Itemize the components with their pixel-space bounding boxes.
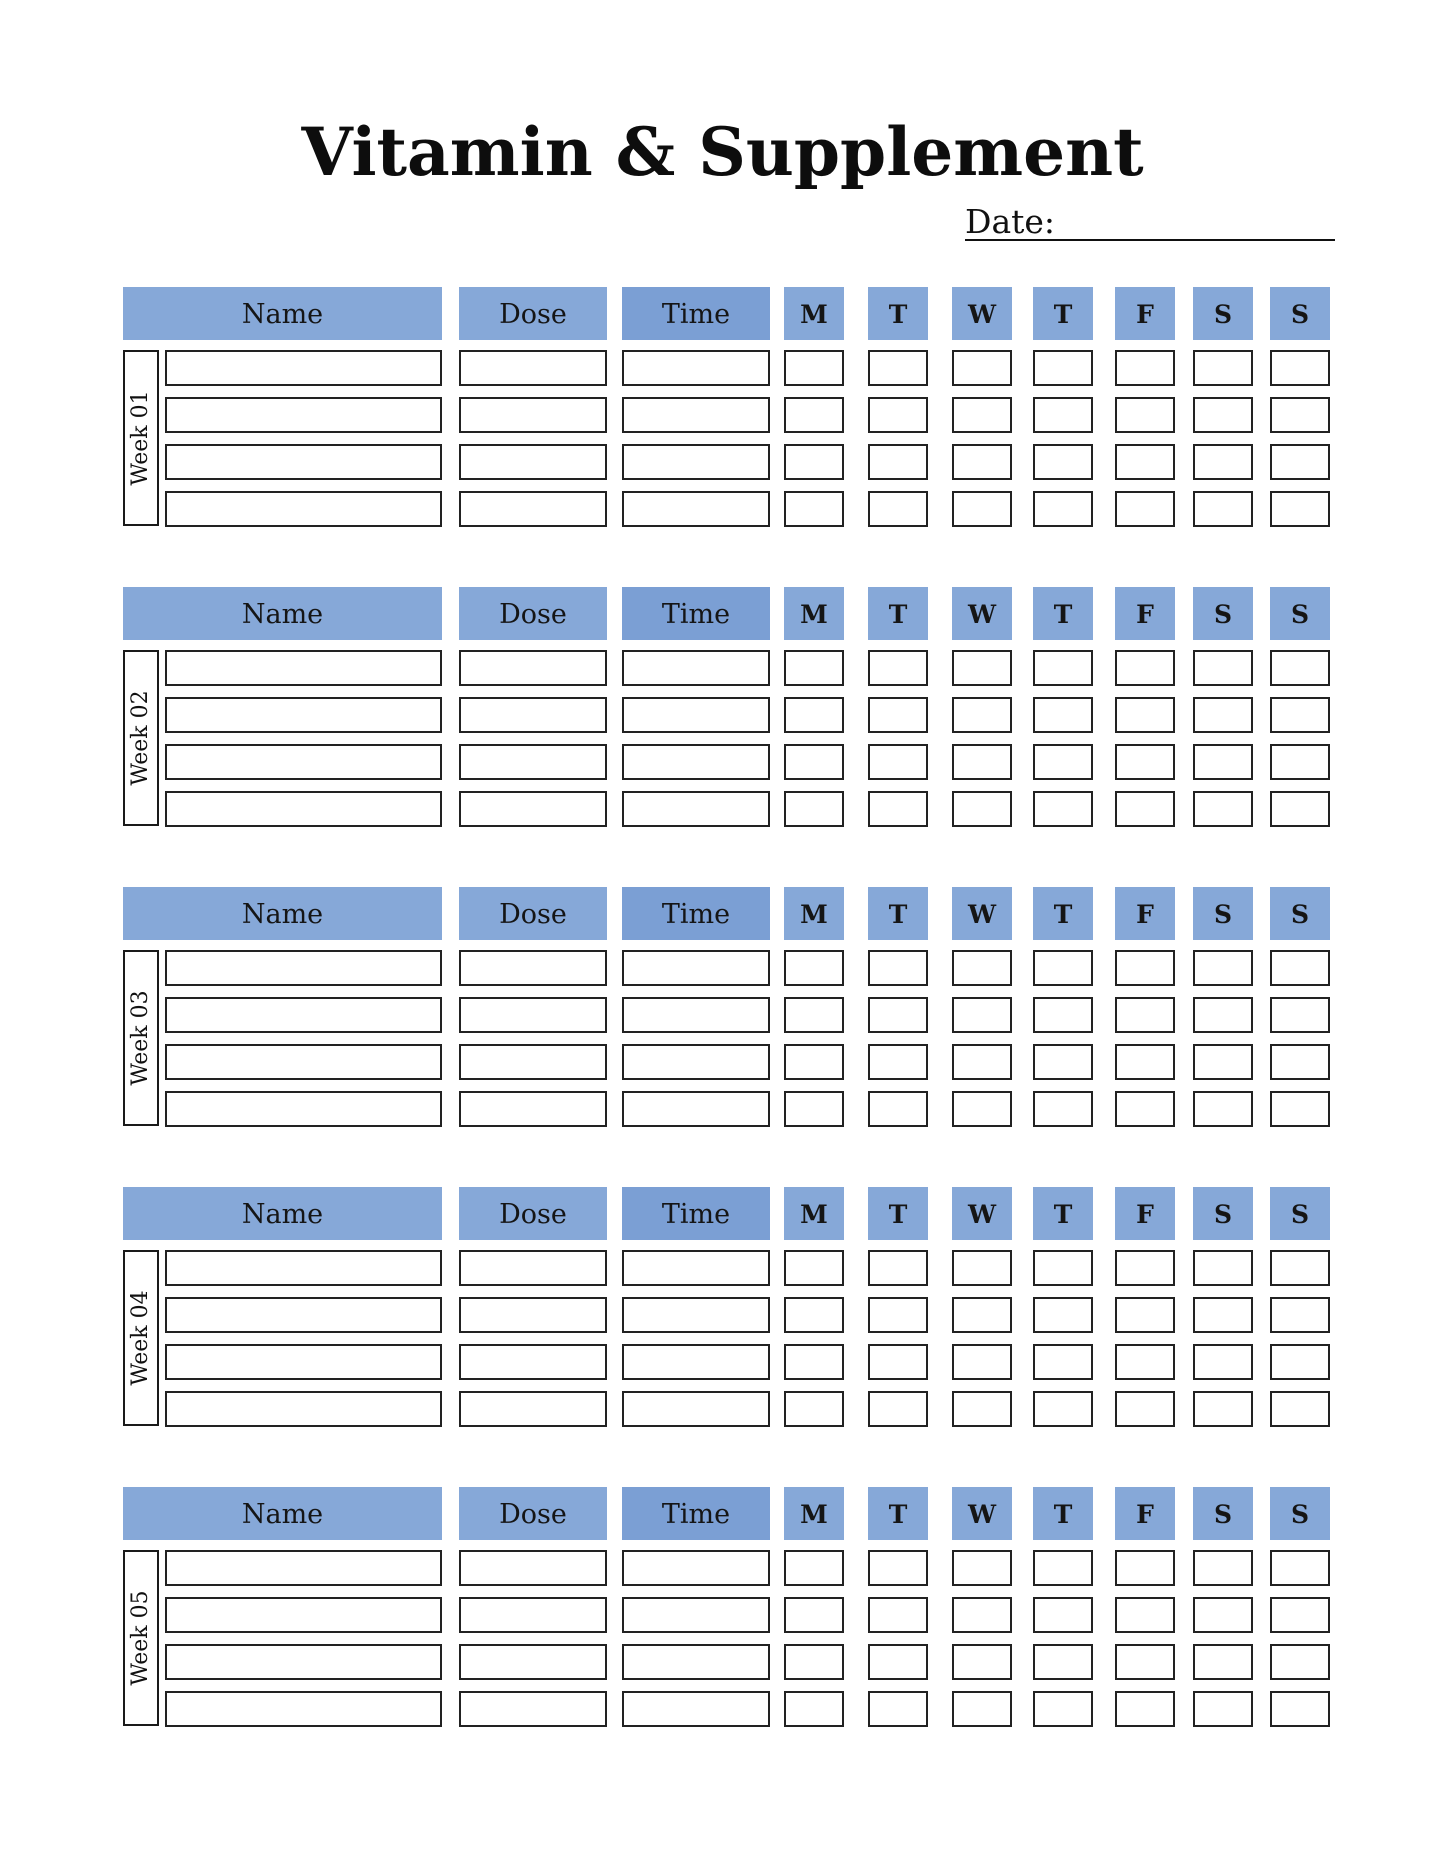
day-checkbox[interactable] (952, 1344, 1012, 1380)
day-checkbox[interactable] (784, 997, 844, 1033)
day-checkbox[interactable] (1115, 1344, 1175, 1380)
day-header: M (784, 1187, 844, 1240)
day-checkbox[interactable] (1033, 1597, 1093, 1633)
day-checkbox[interactable] (868, 1044, 928, 1080)
day-checkbox[interactable] (1193, 650, 1253, 686)
day-checkbox[interactable] (1270, 491, 1330, 527)
time-input[interactable] (622, 1391, 770, 1427)
day-checkbox[interactable] (1270, 1550, 1330, 1586)
day-checkbox[interactable] (1033, 650, 1093, 686)
day-checkbox[interactable] (952, 791, 1012, 827)
day-checkbox[interactable] (868, 491, 928, 527)
column-header-dose: Dose (459, 887, 607, 940)
day-header: M (784, 587, 844, 640)
day-checkbox[interactable] (1033, 1297, 1093, 1333)
column-header-name: Name (123, 587, 442, 640)
day-checkbox[interactable] (1270, 1044, 1330, 1080)
week-label-box (123, 950, 159, 1126)
time-input[interactable] (622, 397, 770, 433)
day-checkbox[interactable] (1115, 997, 1175, 1033)
day-header: S (1270, 887, 1330, 940)
day-checkbox[interactable] (784, 397, 844, 433)
day-checkbox[interactable] (1033, 491, 1093, 527)
time-input[interactable] (622, 744, 770, 780)
name-input[interactable] (165, 1250, 442, 1286)
dose-input[interactable] (459, 744, 607, 780)
week-section (0, 587, 1445, 837)
day-checkbox[interactable] (952, 491, 1012, 527)
day-checkbox[interactable] (952, 1250, 1012, 1286)
day-checkbox[interactable] (1115, 350, 1175, 386)
day-checkbox[interactable] (868, 397, 928, 433)
day-checkbox[interactable] (868, 1344, 928, 1380)
dose-input[interactable] (459, 397, 607, 433)
day-checkbox[interactable] (1270, 1391, 1330, 1427)
day-checkbox[interactable] (1115, 1297, 1175, 1333)
day-checkbox[interactable] (784, 1550, 844, 1586)
week-section (0, 287, 1445, 537)
day-checkbox[interactable] (1033, 950, 1093, 986)
day-checkbox[interactable] (952, 1391, 1012, 1427)
week-section (0, 887, 1445, 1137)
column-header-name: Name (123, 887, 442, 940)
dose-input[interactable] (459, 1597, 607, 1633)
name-input[interactable] (165, 997, 442, 1033)
dose-input[interactable] (459, 997, 607, 1033)
day-checkbox[interactable] (784, 1597, 844, 1633)
day-checkbox[interactable] (868, 1597, 928, 1633)
dose-input[interactable] (459, 444, 607, 480)
day-checkbox[interactable] (784, 1691, 844, 1727)
day-header: T (1033, 587, 1093, 640)
name-input[interactable] (165, 491, 442, 527)
day-checkbox[interactable] (1270, 1091, 1330, 1127)
day-header: F (1115, 1187, 1175, 1240)
day-checkbox[interactable] (868, 744, 928, 780)
date-field-wrap (965, 200, 1335, 244)
day-header: T (868, 587, 928, 640)
day-checkbox[interactable] (1115, 950, 1175, 986)
column-header-dose: Dose (459, 587, 607, 640)
day-header: S (1193, 1487, 1253, 1540)
day-checkbox[interactable] (1033, 350, 1093, 386)
day-checkbox[interactable] (1115, 697, 1175, 733)
day-header: T (1033, 287, 1093, 340)
time-input[interactable] (622, 650, 770, 686)
day-checkbox[interactable] (1193, 697, 1253, 733)
day-checkbox[interactable] (1115, 1250, 1175, 1286)
day-checkbox[interactable] (1193, 1391, 1253, 1427)
day-header: S (1270, 1487, 1330, 1540)
day-checkbox[interactable] (952, 744, 1012, 780)
day-header: S (1193, 287, 1253, 340)
day-checkbox[interactable] (784, 1250, 844, 1286)
day-checkbox[interactable] (1033, 1250, 1093, 1286)
day-header: T (868, 1187, 928, 1240)
day-checkbox[interactable] (784, 491, 844, 527)
day-header: W (952, 887, 1012, 940)
week-label: Week 03 (128, 990, 153, 1086)
day-checkbox[interactable] (1270, 1250, 1330, 1286)
day-checkbox[interactable] (784, 650, 844, 686)
time-input[interactable] (622, 1044, 770, 1080)
week-label: Week 04 (128, 1290, 153, 1386)
day-checkbox[interactable] (1270, 1344, 1330, 1380)
page-title: Vitamin & Supplement (301, 113, 1144, 191)
day-header: W (952, 287, 1012, 340)
dose-input[interactable] (459, 491, 607, 527)
name-input[interactable] (165, 397, 442, 433)
column-header-name: Name (123, 1487, 442, 1540)
day-checkbox[interactable] (868, 444, 928, 480)
day-checkbox[interactable] (952, 350, 1012, 386)
column-header-name: Name (123, 1187, 442, 1240)
name-input[interactable] (165, 444, 442, 480)
day-checkbox[interactable] (784, 1344, 844, 1380)
day-header: W (952, 1187, 1012, 1240)
dose-input[interactable] (459, 1391, 607, 1427)
week-section (0, 1487, 1445, 1737)
time-input[interactable] (622, 697, 770, 733)
name-input[interactable] (165, 1550, 442, 1586)
name-input[interactable] (165, 1391, 442, 1427)
day-checkbox[interactable] (1115, 650, 1175, 686)
day-checkbox[interactable] (868, 1644, 928, 1680)
week-label-box (123, 1550, 159, 1726)
day-checkbox[interactable] (868, 1391, 928, 1427)
day-checkbox[interactable] (1115, 1044, 1175, 1080)
day-checkbox[interactable] (1270, 1297, 1330, 1333)
time-input[interactable] (622, 444, 770, 480)
week-label-box (123, 650, 159, 826)
name-input[interactable] (165, 744, 442, 780)
time-input[interactable] (622, 791, 770, 827)
day-checkbox[interactable] (1193, 1691, 1253, 1727)
time-input[interactable] (622, 491, 770, 527)
day-checkbox[interactable] (1193, 1044, 1253, 1080)
dose-input[interactable] (459, 1344, 607, 1380)
day-checkbox[interactable] (868, 1550, 928, 1586)
day-checkbox[interactable] (784, 1391, 844, 1427)
name-input[interactable] (165, 1644, 442, 1680)
day-checkbox[interactable] (1115, 444, 1175, 480)
day-checkbox[interactable] (784, 744, 844, 780)
day-checkbox[interactable] (1115, 491, 1175, 527)
day-header: T (868, 1487, 928, 1540)
time-input[interactable] (622, 1250, 770, 1286)
day-checkbox[interactable] (1193, 350, 1253, 386)
day-checkbox[interactable] (1270, 650, 1330, 686)
time-input[interactable] (622, 350, 770, 386)
week-label: Week 02 (128, 690, 153, 786)
day-checkbox[interactable] (1270, 791, 1330, 827)
day-checkbox[interactable] (1193, 997, 1253, 1033)
day-checkbox[interactable] (784, 1044, 844, 1080)
day-checkbox[interactable] (1270, 397, 1330, 433)
day-header: T (1033, 1487, 1093, 1540)
day-header: M (784, 887, 844, 940)
dose-input[interactable] (459, 1250, 607, 1286)
day-checkbox[interactable] (1270, 697, 1330, 733)
day-checkbox[interactable] (1033, 397, 1093, 433)
column-header-time: Time (622, 1187, 770, 1240)
day-checkbox[interactable] (1115, 1644, 1175, 1680)
time-input[interactable] (622, 1091, 770, 1127)
day-checkbox[interactable] (1033, 744, 1093, 780)
day-checkbox[interactable] (952, 1644, 1012, 1680)
day-checkbox[interactable] (868, 791, 928, 827)
dose-input[interactable] (459, 650, 607, 686)
day-header: F (1115, 287, 1175, 340)
week-label-box (123, 1250, 159, 1426)
day-checkbox[interactable] (784, 950, 844, 986)
day-checkbox[interactable] (952, 1044, 1012, 1080)
day-checkbox[interactable] (952, 1550, 1012, 1586)
day-checkbox[interactable] (952, 444, 1012, 480)
dose-input[interactable] (459, 1091, 607, 1127)
day-checkbox[interactable] (784, 1091, 844, 1127)
day-checkbox[interactable] (1193, 1091, 1253, 1127)
day-checkbox[interactable] (1033, 1044, 1093, 1080)
day-checkbox[interactable] (1193, 444, 1253, 480)
day-checkbox[interactable] (1033, 1691, 1093, 1727)
day-checkbox[interactable] (952, 1597, 1012, 1633)
column-header-time: Time (622, 287, 770, 340)
name-input[interactable] (165, 1044, 442, 1080)
dose-input[interactable] (459, 1644, 607, 1680)
day-header: F (1115, 887, 1175, 940)
day-header: W (952, 1487, 1012, 1540)
day-checkbox[interactable] (1033, 1644, 1093, 1680)
day-checkbox[interactable] (1193, 791, 1253, 827)
day-checkbox[interactable] (1270, 744, 1330, 780)
day-checkbox[interactable] (1270, 1597, 1330, 1633)
dose-input[interactable] (459, 1044, 607, 1080)
day-header: W (952, 587, 1012, 640)
time-input[interactable] (622, 1597, 770, 1633)
day-checkbox[interactable] (1115, 1691, 1175, 1727)
day-checkbox[interactable] (952, 650, 1012, 686)
name-input[interactable] (165, 1091, 442, 1127)
day-header: M (784, 1487, 844, 1540)
day-checkbox[interactable] (1270, 950, 1330, 986)
day-header: S (1270, 587, 1330, 640)
column-header-name: Name (123, 287, 442, 340)
day-checkbox[interactable] (784, 444, 844, 480)
week-label: Week 01 (128, 390, 153, 486)
day-checkbox[interactable] (784, 791, 844, 827)
day-checkbox[interactable] (1270, 444, 1330, 480)
day-header: T (868, 887, 928, 940)
time-input[interactable] (622, 1691, 770, 1727)
dose-input[interactable] (459, 350, 607, 386)
day-checkbox[interactable] (868, 1091, 928, 1127)
day-checkbox[interactable] (784, 697, 844, 733)
date-label: Date: (965, 202, 1056, 241)
column-header-time: Time (622, 587, 770, 640)
day-header: T (1033, 887, 1093, 940)
day-checkbox[interactable] (952, 1691, 1012, 1727)
day-header: S (1270, 287, 1330, 340)
time-input[interactable] (622, 1644, 770, 1680)
day-checkbox[interactable] (1193, 1297, 1253, 1333)
column-header-time: Time (622, 1487, 770, 1540)
name-input[interactable] (165, 1297, 442, 1333)
day-checkbox[interactable] (1115, 1597, 1175, 1633)
name-input[interactable] (165, 350, 442, 386)
time-input[interactable] (622, 1550, 770, 1586)
day-header: S (1193, 887, 1253, 940)
day-checkbox[interactable] (952, 1297, 1012, 1333)
dose-input[interactable] (459, 950, 607, 986)
day-checkbox[interactable] (952, 1091, 1012, 1127)
day-header: T (1033, 1187, 1093, 1240)
day-checkbox[interactable] (1270, 997, 1330, 1033)
day-checkbox[interactable] (784, 350, 844, 386)
name-input[interactable] (165, 1344, 442, 1380)
day-checkbox[interactable] (1115, 1550, 1175, 1586)
day-checkbox[interactable] (868, 950, 928, 986)
name-input[interactable] (165, 650, 442, 686)
day-checkbox[interactable] (1115, 791, 1175, 827)
day-checkbox[interactable] (1033, 444, 1093, 480)
day-checkbox[interactable] (1270, 350, 1330, 386)
day-header: T (868, 287, 928, 340)
day-checkbox[interactable] (868, 1691, 928, 1727)
day-checkbox[interactable] (868, 697, 928, 733)
day-checkbox[interactable] (1033, 697, 1093, 733)
day-checkbox[interactable] (868, 350, 928, 386)
time-input[interactable] (622, 1297, 770, 1333)
day-checkbox[interactable] (1193, 744, 1253, 780)
day-checkbox[interactable] (868, 1297, 928, 1333)
day-checkbox[interactable] (1193, 1550, 1253, 1586)
day-checkbox[interactable] (1193, 1250, 1253, 1286)
day-checkbox[interactable] (952, 997, 1012, 1033)
day-checkbox[interactable] (1033, 1344, 1093, 1380)
day-checkbox[interactable] (952, 397, 1012, 433)
day-checkbox[interactable] (868, 650, 928, 686)
day-header: S (1193, 587, 1253, 640)
day-checkbox[interactable] (784, 1644, 844, 1680)
day-header: S (1193, 1187, 1253, 1240)
week-label-box (123, 350, 159, 526)
time-input[interactable] (622, 1344, 770, 1380)
day-checkbox[interactable] (1033, 997, 1093, 1033)
day-checkbox[interactable] (952, 697, 1012, 733)
dose-input[interactable] (459, 791, 607, 827)
day-checkbox[interactable] (1033, 791, 1093, 827)
day-header: F (1115, 587, 1175, 640)
dose-input[interactable] (459, 1550, 607, 1586)
time-input[interactable] (622, 950, 770, 986)
dose-input[interactable] (459, 1691, 607, 1727)
name-input[interactable] (165, 1597, 442, 1633)
day-checkbox[interactable] (1115, 397, 1175, 433)
day-checkbox[interactable] (1033, 1091, 1093, 1127)
day-checkbox[interactable] (1033, 1391, 1093, 1427)
day-checkbox[interactable] (1193, 1644, 1253, 1680)
day-checkbox[interactable] (1193, 950, 1253, 986)
day-checkbox[interactable] (1115, 744, 1175, 780)
week-label: Week 05 (128, 1590, 153, 1686)
day-checkbox[interactable] (1115, 1391, 1175, 1427)
day-header: M (784, 287, 844, 340)
name-input[interactable] (165, 791, 442, 827)
day-header: S (1270, 1187, 1330, 1240)
day-checkbox[interactable] (1033, 1550, 1093, 1586)
day-checkbox[interactable] (952, 950, 1012, 986)
column-header-dose: Dose (459, 1187, 607, 1240)
name-input[interactable] (165, 950, 442, 986)
dose-input[interactable] (459, 1297, 607, 1333)
time-input[interactable] (622, 997, 770, 1033)
column-header-dose: Dose (459, 287, 607, 340)
day-checkbox[interactable] (1270, 1691, 1330, 1727)
dose-input[interactable] (459, 697, 607, 733)
day-checkbox[interactable] (1193, 491, 1253, 527)
day-checkbox[interactable] (868, 997, 928, 1033)
column-header-dose: Dose (459, 1487, 607, 1540)
day-checkbox[interactable] (1193, 397, 1253, 433)
day-checkbox[interactable] (1270, 1644, 1330, 1680)
name-input[interactable] (165, 1691, 442, 1727)
day-header: F (1115, 1487, 1175, 1540)
day-checkbox[interactable] (1115, 1091, 1175, 1127)
day-checkbox[interactable] (868, 1250, 928, 1286)
day-checkbox[interactable] (1193, 1597, 1253, 1633)
name-input[interactable] (165, 697, 442, 733)
week-section (0, 1187, 1445, 1437)
column-header-time: Time (622, 887, 770, 940)
day-checkbox[interactable] (1193, 1344, 1253, 1380)
day-checkbox[interactable] (784, 1297, 844, 1333)
